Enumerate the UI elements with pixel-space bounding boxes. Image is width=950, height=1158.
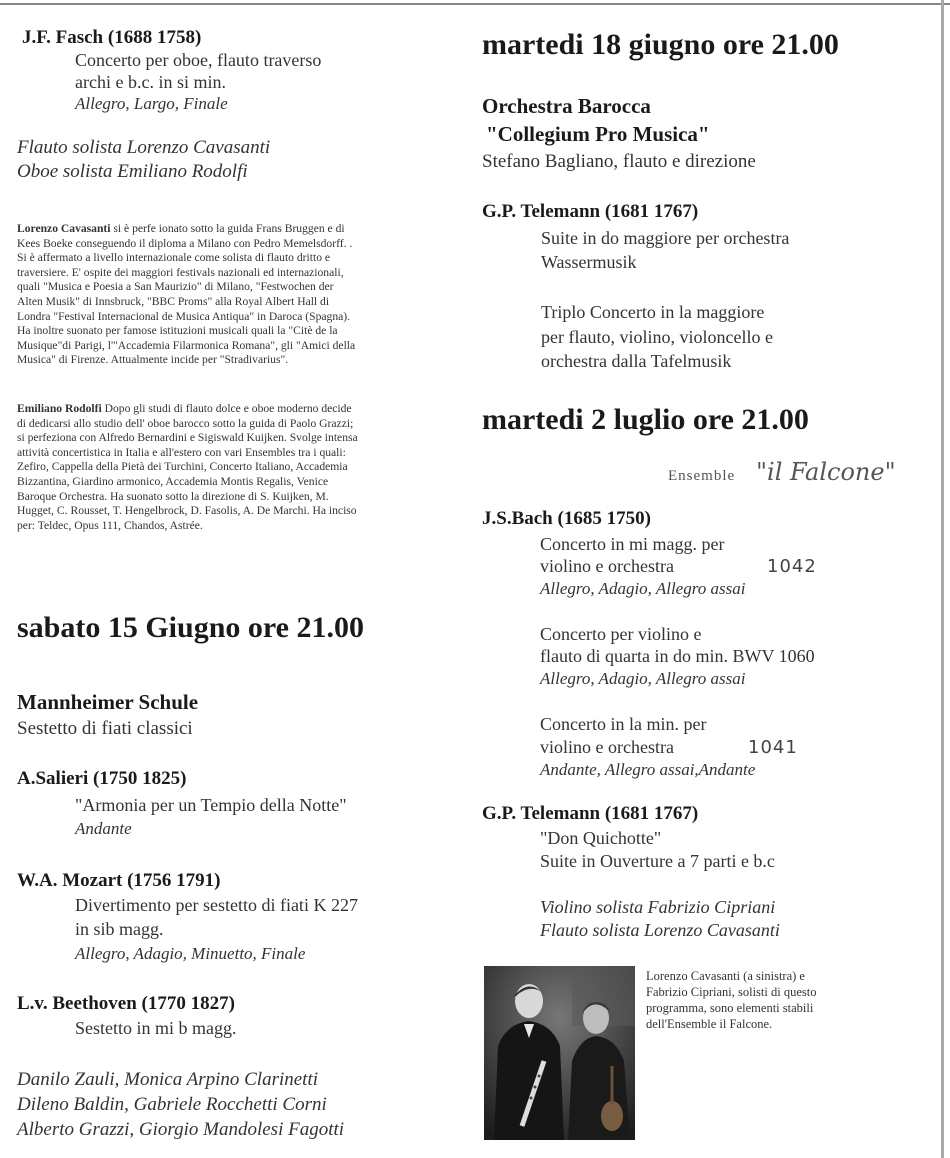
right-border (941, 0, 944, 1158)
concert3-ensemble-name: "il Falcone" (756, 458, 896, 486)
concert1-date: sabato 15 Giugno ore 21.00 (17, 611, 364, 644)
bio-rodolfi (17, 402, 358, 533)
bach-composer: J.S.Bach (1685 1750) (482, 508, 651, 529)
bio-line: Londra "Festival Internacional de Musica Antiqua" in Daroca (Spagna). (17, 309, 351, 323)
bio-line: Bizzantina, Giardino armonico, Accademia Montis Regalis, Venice (17, 474, 329, 488)
soloists-photo (484, 966, 635, 1140)
mozart-work-line-2: in sib magg. (75, 919, 164, 939)
caption-line: Lorenzo Cavasanti (a sinistra) e (646, 969, 805, 983)
concert3-date: martedi 2 luglio ore 21.00 (482, 403, 809, 436)
bio-line: Kees Boeke conseguendo il diploma a Milano con Pedro Memelsdorff. . (17, 236, 353, 250)
performers-clarinets: Danilo Zauli, Monica Arpino Clarinetti (17, 1069, 319, 1090)
telemann2-work-line-2: Suite in Ouverture a 7 parti e b.c (540, 851, 775, 871)
soloist-oboe: Oboe solista Emiliano Rodolfi (17, 161, 248, 182)
bach-c1-movements: Allegro, Adagio, Allegro assai (540, 579, 746, 598)
salieri-composer: A.Salieri (1750 1825) (17, 768, 187, 789)
bio-line: per: Teldec, Opus 111, Chandos, Astrée. (17, 518, 203, 532)
concert1-ensemble: Mannheimer Schule (17, 690, 199, 714)
soloist-violin: Violino solista Fabrizio Cipriani (540, 897, 776, 917)
bach-c2-line-1: Concerto per violino e (540, 624, 702, 644)
bio-line: si perfeziona con Alfredo Bernardini e Sigiswald Kuijken. Svolge intensa (17, 431, 358, 445)
concert3-ensemble-prefix: Ensemble (668, 468, 736, 484)
concert1-ensemble-sub: Sestetto di fiati classici (17, 718, 193, 739)
caption-line: dell'Ensemble il Falcone. (646, 1017, 773, 1031)
bio-line: quali "Musica e Poesia a San Maurizio" di Milano, "Festwochen der (17, 280, 334, 294)
telemann1-composer: G.P. Telemann (1681 1767) (482, 201, 699, 222)
top-border (0, 3, 950, 5)
concert2-date: martedi 18 giugno ore 21.00 (482, 28, 839, 61)
concert2-ensemble-line-1: Orchestra Barocca (482, 94, 651, 118)
bio-cavasanti (17, 222, 355, 368)
bach-c2-line-2: flauto di quarta in do min. BWV 1060 (540, 646, 815, 666)
performers-horns: Dileno Baldin, Gabriele Rocchetti Corni (17, 1094, 327, 1115)
photo-illustration (484, 966, 635, 1140)
bio-rodolfi-line-0: Dopo gli studi di flauto dolce e oboe moderno decide (101, 402, 352, 415)
bach-c3-line-2: violino e orchestra (540, 737, 674, 757)
bio-line: Zefiro, Cappella della Pietà dei Turchini, Concerto Italiano, Accademia (17, 460, 348, 474)
bach-c1-line-1: Concerto in mi magg. per (540, 534, 725, 554)
salieri-movements: Andante (75, 819, 132, 838)
bio-line: Si è affermato a livello internazionale come solista di flauto dritto e (17, 251, 331, 265)
telemann1-work2-line-3: orchestra dalla Tafelmusik (541, 351, 732, 371)
bio-line: Baroque Orchestra. Ha suonato sotto la direzione di S. Kuijken, M. (17, 489, 329, 503)
caption-line: programma, sono elementi stabili (646, 1001, 814, 1015)
bach-c2-movements: Allegro, Adagio, Allegro assai (540, 669, 746, 688)
photo-caption (646, 968, 816, 1032)
handwritten-note-1042: 1042 (767, 556, 817, 577)
beethoven-work: Sestetto in mi b magg. (75, 1018, 237, 1038)
bio-rodolfi-name: Emiliano Rodolfi (17, 402, 102, 415)
telemann1-work2-line-2: per flauto, violino, violoncello e (541, 327, 773, 347)
soloist-flute: Flauto solista Lorenzo Cavasanti (17, 137, 271, 158)
fasch-work-line-1: Concerto per oboe, flauto traverso (75, 50, 322, 70)
mozart-work-line-1: Divertimento per sestetto di fiati K 227 (75, 895, 358, 915)
bach-c3-line-1: Concerto in la min. per (540, 714, 707, 734)
handwritten-note-1041: 1041 (748, 737, 798, 758)
bio-line: attività concertistica in Italia e all'estero con vari Ensembles tra i quali: (17, 445, 346, 459)
bio-line: traversiere. E' ospite dei maggiori festivals nazionali ed internazionali, (17, 265, 344, 279)
mozart-composer: W.A. Mozart (1756 1791) (17, 870, 221, 891)
telemann1-work1-line-1: Suite in do maggiore per orchestra (541, 228, 790, 248)
bach-c1-line-2: violino e orchestra (540, 556, 674, 576)
salieri-work: "Armonia per un Tempio della Notte" (75, 795, 347, 815)
telemann2-work-line-1: "Don Quichotte" (540, 828, 662, 848)
bio-cavasanti-name: Lorenzo Cavasanti (17, 222, 111, 235)
bio-line: Hugget, C. Rousset, T. Hengelbrock, D. Fasolis, A. De Marchi. Ha inciso (17, 504, 357, 518)
concert2-director: Stefano Bagliano, flauto e direzione (482, 151, 756, 172)
bach-c3-movements: Andante, Allegro assai,Andante (540, 760, 756, 779)
bio-cavasanti-line-0: si è perfe ionato sotto la guida Frans Bruggen e di (110, 222, 345, 235)
bio-line: Musique"di Parigi, l'"Accademia Filarmonica Romana", gli "Amici della (17, 338, 356, 352)
fasch-composer: J.F. Fasch (1688 1758) (22, 27, 202, 48)
soloist-flute-2: Flauto solista Lorenzo Cavasanti (540, 920, 780, 940)
fasch-movements: Allegro, Largo, Finale (75, 94, 228, 113)
bio-line: di dedicarsi allo studio dell' oboe barocco sotto la guida di Paolo Grazzi; (17, 416, 354, 430)
beethoven-composer: L.v. Beethoven (1770 1827) (17, 993, 235, 1014)
caption-line: Fabrizio Cipriani, solisti di questo (646, 985, 817, 999)
bio-line: Musica" di Firenze. Attualmente incide per "Stradivarius". (17, 353, 289, 367)
telemann1-work1-line-2: Wassermusik (541, 252, 637, 272)
concert2-ensemble-line-2: "Collegium Pro Musica" (486, 122, 710, 146)
performers-bassoons: Alberto Grazzi, Giorgio Mandolesi Fagotti (17, 1119, 345, 1140)
bio-line: Ha inoltre suonato per famose istituzioni musicali quali la "Citè de la (17, 324, 338, 338)
telemann2-composer: G.P. Telemann (1681 1767) (482, 803, 699, 824)
bio-line: Alten Musik" di Innsbruck, "BBC Proms" alla Royal Albert Hall di (17, 294, 330, 308)
telemann1-work2-line-1: Triplo Concerto in la maggiore (541, 302, 765, 322)
fasch-work-line-2: archi e b.c. in si min. (75, 72, 226, 92)
mozart-movements: Allegro, Adagio, Minuetto, Finale (75, 944, 306, 963)
